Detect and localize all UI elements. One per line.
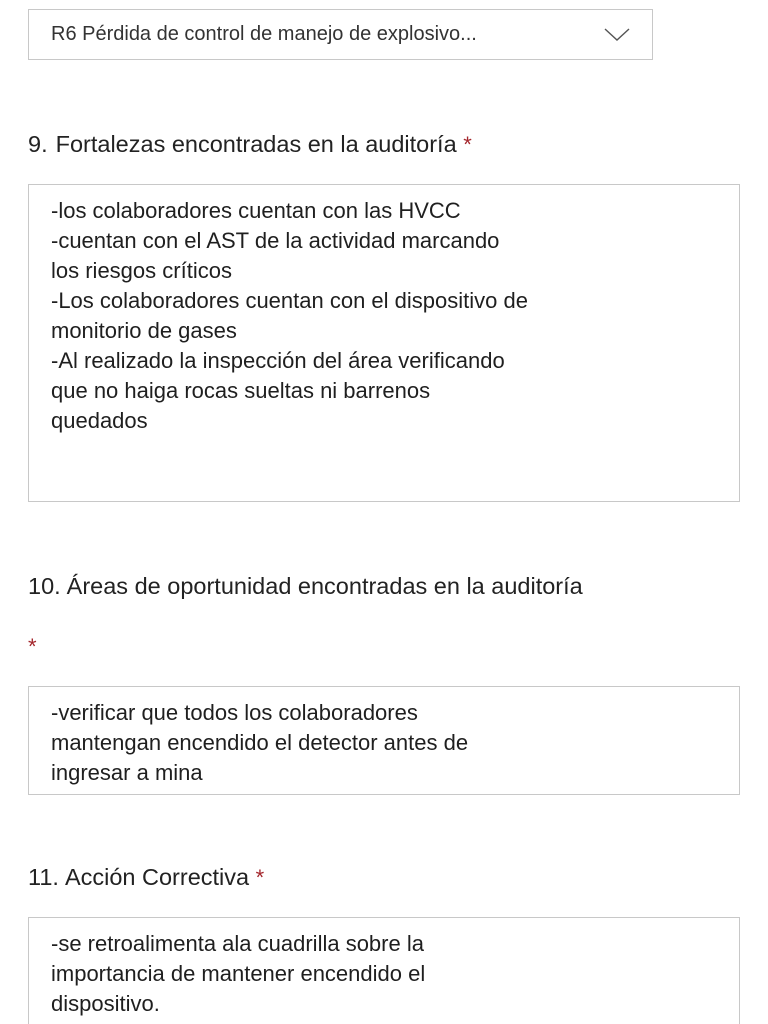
answer-line: ingresar a mina bbox=[51, 760, 203, 785]
answer-line: quedados bbox=[51, 408, 148, 433]
answer-line: -se retroalimenta ala cuadrilla sobre la bbox=[51, 931, 424, 956]
question-number: 9. bbox=[28, 131, 48, 157]
answer-line: mantengan encendido el detector antes de bbox=[51, 730, 469, 755]
answer-line: que no haiga rocas sueltas ni barrenos bbox=[51, 378, 431, 403]
answer-field-11[interactable] bbox=[28, 917, 740, 1024]
answer-line: -verificar que todos los colaboradores bbox=[51, 700, 418, 725]
answer-line: -Al realizado la inspección del área verificando bbox=[51, 348, 505, 373]
answer-line: -cuentan con el AST de la actividad marcando bbox=[51, 228, 500, 253]
question-number: 10. bbox=[28, 573, 61, 599]
answer-line: monitorio de gases bbox=[51, 318, 237, 343]
required-asterisk: * bbox=[463, 132, 472, 157]
question-10-title bbox=[28, 571, 648, 601]
question-text: Fortalezas encontradas en la auditoría bbox=[55, 131, 457, 157]
answer-field-10[interactable] bbox=[28, 686, 740, 795]
question-11-title bbox=[28, 862, 728, 893]
answer-line: los riesgos críticos bbox=[51, 258, 232, 283]
required-asterisk: * bbox=[255, 865, 265, 890]
answer-line: -Los colaboradores cuentan con el dispositivo de bbox=[51, 288, 528, 313]
question-text: Áreas de oportunidad encontradas en la auditoría bbox=[66, 573, 583, 599]
question-number: 11. bbox=[28, 864, 59, 890]
chevron-down-icon bbox=[604, 28, 630, 42]
answer-field-9[interactable] bbox=[28, 184, 740, 502]
risk-dropdown[interactable] bbox=[28, 9, 653, 60]
answer-line: importancia de mantener encendido el bbox=[51, 961, 426, 986]
required-asterisk: * bbox=[28, 634, 37, 659]
answer-line: -los colaboradores cuentan con las HVCC bbox=[51, 198, 461, 223]
answer-line: dispositivo. bbox=[51, 991, 160, 1016]
dropdown-selected-value: R6 Pérdida de control de manejo de explosivo... bbox=[51, 23, 477, 45]
question-9-title bbox=[28, 129, 728, 160]
question-text: Acción Correctiva bbox=[64, 864, 250, 890]
